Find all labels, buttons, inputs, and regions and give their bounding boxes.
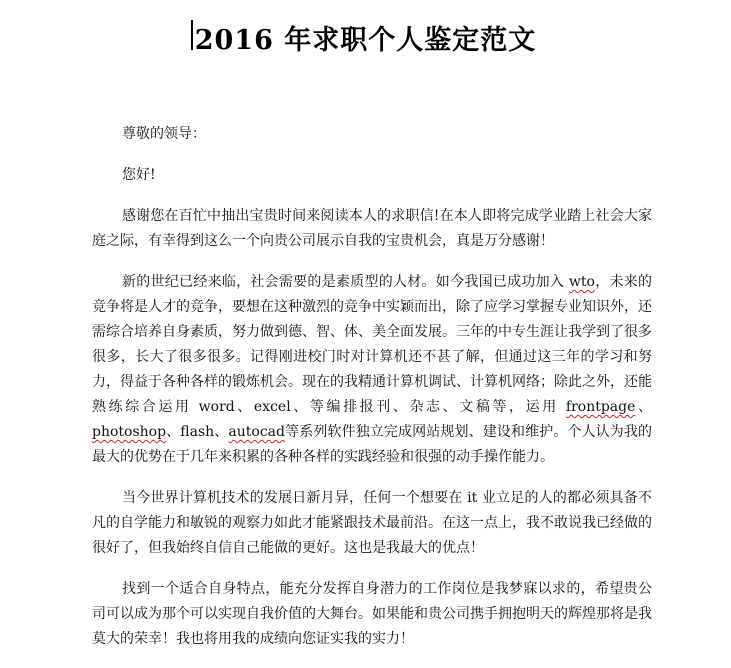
paragraph-text: 、 — [635, 399, 653, 415]
text-cursor — [191, 20, 193, 50]
paragraph-text: ，未来的竞争将是人才的竞争，要想在这种激烈的竞争中实颖而出，除了应学习掌握专业知识外，还需综合培养自身素质，努力做到德、智、体、美全面发展。三年的中专生涯让我学到了很多很多，长大了很多很多。记得刚进校门时对计算机还不甚了解，但通过这三年的学习和努力，得益于各种各样的锻炼机会。现在的我精通计算机调试、计算机网络；除此之外，还能熟练综合运用 word、excel、等编排报刊、杂志、文稿等，运用 — [92, 274, 653, 415]
spellcheck-flagged-word: frontpage — [565, 399, 636, 415]
paragraph-text: 等系列软件独立完成网站规划、建设和维护。个人认为我的最大的优势在于几年来积累的各种各样的实践经验和很强的动手操作能力。 — [92, 424, 653, 465]
body-paragraph — [92, 486, 652, 561]
paragraph-text: 新的世纪已经来临，社会需要的是素质型的人材。如今我国已成功加入 — [122, 274, 569, 290]
paragraph-text: 、flash、 — [166, 424, 229, 440]
salutation: 尊敬的领导： — [122, 126, 206, 142]
body-paragraph — [92, 577, 652, 652]
document-title — [195, 18, 537, 57]
paragraph-text: 感谢您在百忙中抽出宝贵时间来阅读本人的求职信!在本人即将完成学业踏上社会大家庭之际，有幸得到这么一个向贵公司展示自我的宝贵机会，真是万分感谢！ — [92, 208, 652, 249]
paragraph-list — [92, 204, 652, 652]
document-title-text: 2016 年求职个人鉴定范文 — [194, 25, 537, 56]
body-paragraph — [92, 270, 652, 470]
spellcheck-flagged-word: autocad — [228, 424, 285, 440]
spellcheck-flagged-word: wto — [568, 274, 595, 290]
greeting: 您好! — [122, 167, 156, 183]
body-paragraph — [92, 204, 652, 254]
paragraph-text: 当今世界计算机技术的发展日新月异，任何一个想要在 it 业立足的人的都必须具备不凡的自学能力和敏锐的观察力如此才能紧跟技术最前沿。在这一点上，我不敢说我已经做的很好了，但我始终自信自己能做的更好。这也是我最大的优点！ — [92, 490, 652, 556]
paragraph-text: 找到一个适合自身特点，能充分发挥自身潜力的工作岗位是我梦寐以求的，希望贵公司可以成为那个可以实现自我价值的大舞台。如果能和贵公司携手拥抱明天的辉煌那将是我莫大的荣幸！我也将用我的成绩向您证实我的实力！ — [92, 581, 652, 647]
spellcheck-flagged-word: photoshop — [92, 424, 167, 440]
document-body[interactable] — [92, 122, 652, 668]
title-area — [0, 18, 731, 57]
